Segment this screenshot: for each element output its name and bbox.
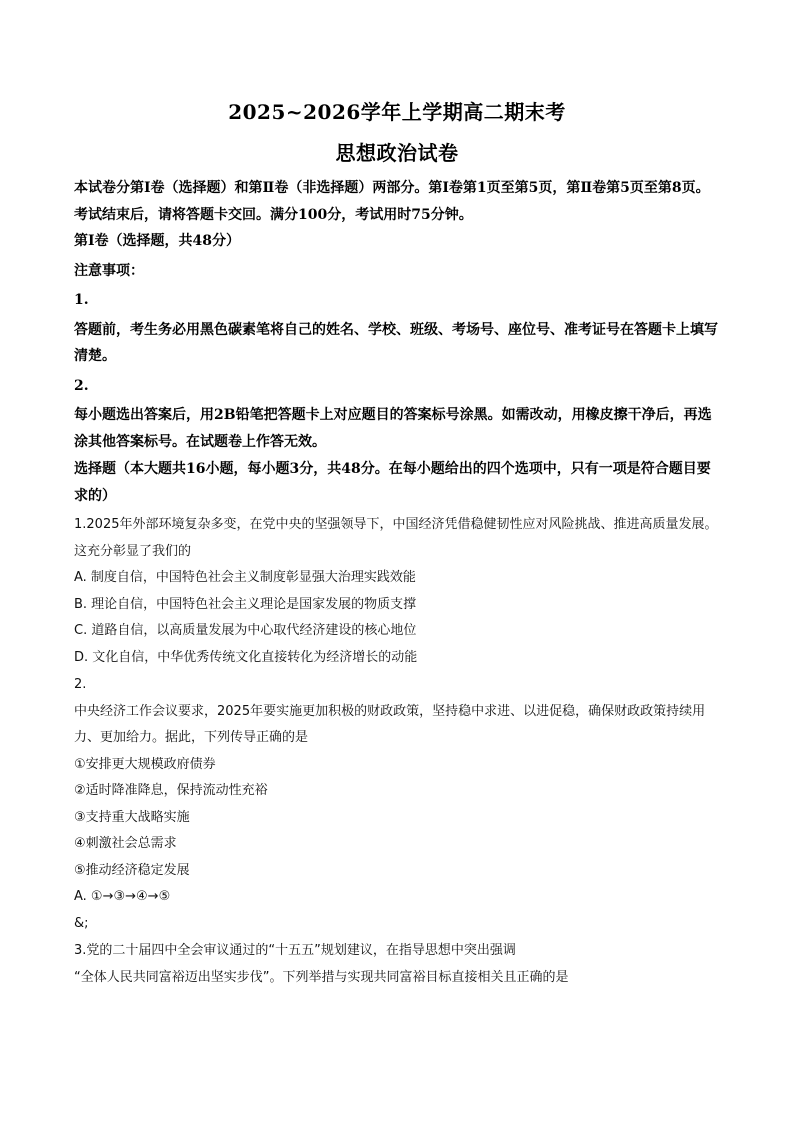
statement-item: ②适时降准降息，保持流动性充裕 — [74, 783, 268, 798]
question-3 — [74, 938, 720, 991]
question-stem: 1.2025年外部环境复杂多变，在党中央的坚强领导下，中国经济凭借稳健韧性应对风险挑战、推进高质量发展。这充分彰显了我们的 — [74, 517, 718, 559]
option-c: C. 道路自信，以高质量发展为中心取代经济建设的核心地位 — [74, 623, 417, 638]
section-instructions: 选择题（本大题共16小题，每小题3分，共48分。在每小题给出的四个选项中，只有一项是符合题目要求的） — [74, 461, 711, 504]
question-number: 2. — [74, 677, 87, 692]
notice-number: 1. — [74, 292, 89, 308]
notice-number: 2. — [74, 377, 89, 394]
notice-text: 每小题选出答案后，用2B铅笔把答题卡上对应题目的答案标号涂黑。如需改动，用橡皮擦干净后，再选涂其他答案标号。在试题卷上作答无效。 — [74, 407, 712, 450]
trailing-text: &; — [74, 915, 89, 931]
notice-text: 答题前，考生务必用黑色碳素笔将自己的姓名、学校、班级、考场号、座位号、准考证号在答题卡上填写清楚。 — [74, 321, 718, 364]
option-a: A. 制度自信，中国特色社会主义制度彰显强大治理实践效能 — [74, 570, 416, 585]
notices-heading: 注意事项： — [74, 262, 144, 279]
question-stem-continued: “全体人民共同富裕迈出坚实步伐”。下列举措与实现共同富裕目标直接相关且正确的是 — [74, 969, 569, 985]
question-2 — [74, 672, 720, 937]
exam-subtitle: 思想政治试卷 — [335, 141, 459, 165]
statement-item: ④刺激社会总需求 — [74, 836, 177, 851]
intro-text: 本试卷分第Ⅰ卷（选择题）和第Ⅱ卷（非选择题）两部分。第Ⅰ卷第1页至第5页，第Ⅱ卷第5页至第8页。考试结束后，请将答题卡交回。满分100分，考试用时75分钟。 — [74, 180, 710, 223]
option-a: A. ①→③→④→⑤ — [74, 889, 171, 904]
option-d: D. 文化自信，中华优秀传统文化直接转化为经济增长的动能 — [74, 649, 418, 665]
option-b: B. 理论自信，中国特色社会主义理论是国家发展的物质支撑 — [74, 596, 417, 612]
statement-item: ③支持重大战略实施 — [74, 809, 190, 825]
question-1 — [74, 512, 720, 671]
part1-heading: 第Ⅰ卷（选择题，共48分） — [74, 233, 241, 249]
statement-item: ⑤推动经济稳定发展 — [74, 862, 190, 878]
exam-title: 2025~2026学年上学期高二期末考 — [228, 100, 566, 124]
question-stem: 3.党的二十届四中全会审议通过的“十五五”规划建议，在指导思想中突出强调 — [74, 943, 516, 958]
statement-item: ①安排更大规模政府债券 — [74, 756, 216, 772]
question-stem: 中央经济工作会议要求，2025年要实施更加积极的财政政策，坚持稳中求进、以进促稳，确保财政政策持续用力、更加给力。据此，下列传导正确的是 — [74, 703, 706, 745]
